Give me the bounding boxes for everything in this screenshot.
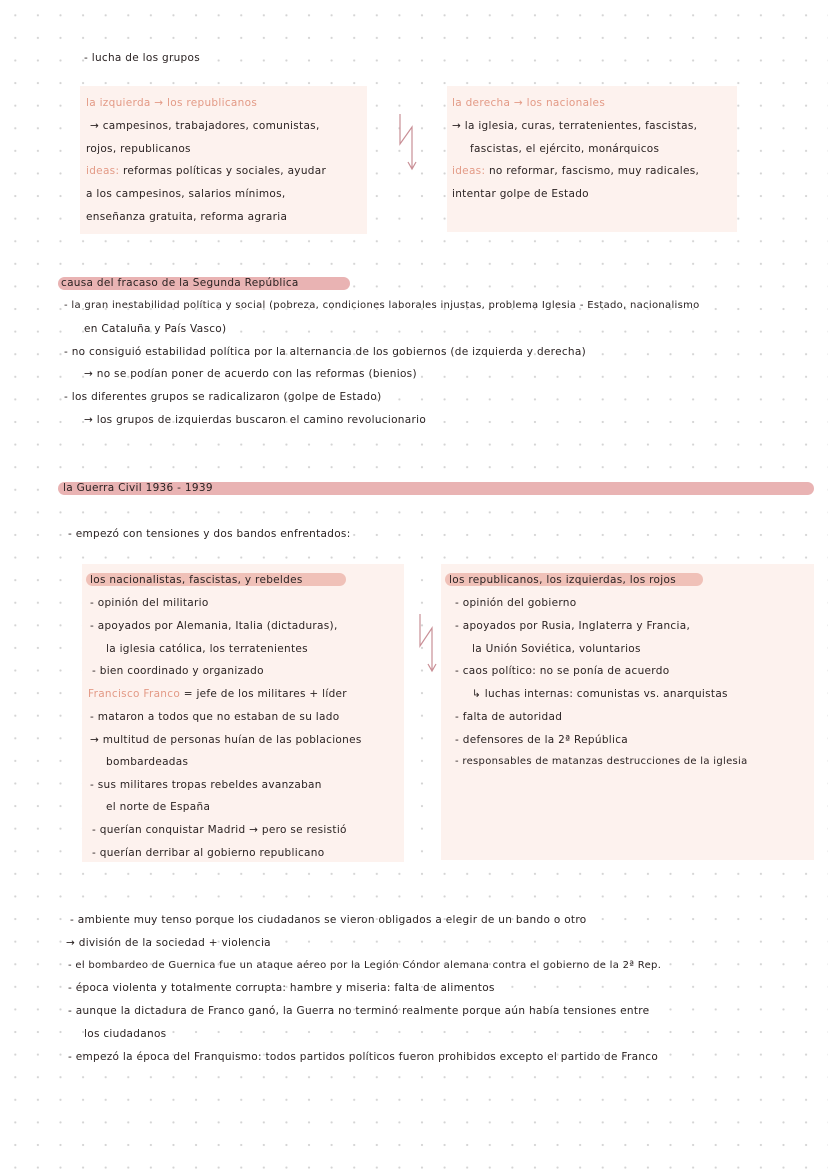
section4-line: los ciudadanos: [84, 1028, 167, 1040]
nationalists-line: - opinión del militario: [90, 597, 209, 609]
section2-line: - los diferentes grupos se radicalizaron (golpe de Estado): [64, 391, 382, 403]
franco-label: Francisco Franco: [88, 688, 181, 700]
ideas-label: ideas:: [86, 165, 120, 177]
left-group-line: → campesinos, trabajadores, comunistas,: [90, 120, 320, 132]
nationalists-line: - apoyados por Alemania, Italia (dictaduras),: [90, 620, 338, 632]
lightning-arrow-icon: [395, 112, 419, 172]
left-group-line: rojos, republicanos: [86, 143, 191, 155]
section2-line: en Cataluña y País Vasco): [84, 323, 227, 335]
nationalists-line: bombardeadas: [106, 756, 189, 768]
section1-heading: - lucha de los grupos: [84, 52, 201, 64]
nationalists-franco: [88, 687, 347, 701]
section4-line: → división de la sociedad + violencia: [66, 937, 271, 949]
left-group-line: a los campesinos, salarios mínimos,: [86, 188, 286, 200]
section2-line: → no se podían poner de acuerdo con las reformas (bienios): [84, 368, 417, 380]
republicans-line: - caos político: no se ponía de acuerdo: [455, 665, 670, 677]
section2-line: - la gran inestabilidad política y social (pobreza, condiciones laborales injustas, problema Iglesia - Estado, nacionalismo: [64, 300, 700, 311]
republicans-line: - falta de autoridad: [455, 711, 563, 723]
section4-line: - época violenta y totalmente corrupta: hambre y miseria: falta de alimentos: [68, 982, 495, 994]
nationalists-line: - querían derribar al gobierno republicano: [92, 847, 325, 859]
ideas-text: reformas políticas y sociales, ayudar: [122, 165, 327, 177]
nationalists-line: → multitud de personas huían de las poblaciones: [90, 734, 362, 746]
franco-text: = jefe de los militares + líder: [183, 688, 347, 700]
republicans-title: los republicanos, los izquierdas, los rojos: [449, 574, 676, 586]
nationalists-line: - querían conquistar Madrid → pero se resistió: [92, 824, 347, 836]
section3-intro: - empezó con tensiones y dos bandos enfrentados:: [68, 528, 351, 540]
ideas-label: ideas:: [452, 165, 486, 177]
right-group-ideas: [452, 164, 699, 178]
republicans-line: ↳ luchas internas: comunistas vs. anarquistas: [472, 688, 728, 700]
nationalists-line: - bien coordinado y organizado: [92, 665, 264, 677]
section4-line: - ambiente muy tenso porque los ciudadanos se vieron obligados a elegir de un bando o otro: [70, 914, 587, 926]
republicans-line: - responsables de matanzas destrucciones de la iglesia: [455, 756, 748, 767]
lightning-arrow-icon: [415, 612, 439, 674]
ideas-text: no reformar, fascismo, muy radicales,: [488, 165, 700, 177]
section4-line: - aunque la dictadura de Franco ganó, la Guerra no terminó realmente porque aún había tensiones entre: [68, 1005, 650, 1017]
right-group-line: → la iglesia, curas, terratenientes, fascistas,: [452, 120, 698, 132]
republicans-line: - defensores de la 2ª República: [455, 734, 629, 746]
left-group-line: enseñanza gratuita, reforma agraria: [86, 211, 288, 223]
section3-heading: la Guerra Civil 1936 - 1939: [63, 482, 213, 494]
section2-line: - no consiguió estabilidad política por la alternancia de los gobiernos (de izquierda y derecha): [64, 346, 586, 358]
right-group-title: la derecha → los nacionales: [452, 97, 606, 109]
section4-line: - empezó la época del Franquismo: todos partidos políticos fueron prohibidos excepto el partido de Franco: [68, 1051, 659, 1063]
section4-line: - el bombardeo de Guernica fue un ataque aéreo por la Legión Cóndor alemana contra el gobierno de la 2ª Rep.: [68, 960, 662, 971]
right-group-line: intentar golpe de Estado: [452, 188, 589, 200]
left-group-title: la izquierda → los republicanos: [86, 97, 258, 109]
left-group-ideas: [86, 164, 326, 178]
nationalists-line: la iglesia católica, los terratenientes: [106, 643, 308, 655]
republicans-line: la Unión Soviética, voluntarios: [472, 643, 641, 655]
republicans-line: - opinión del gobierno: [455, 597, 577, 609]
section2-line: → los grupos de izquierdas buscaron el camino revolucionario: [84, 414, 427, 426]
nationalists-line: - sus militares tropas rebeldes avanzaban: [90, 779, 322, 791]
nationalists-line: - mataron a todos que no estaban de su lado: [90, 711, 340, 723]
nationalists-line: el norte de España: [106, 801, 211, 813]
nationalists-title: los nacionalistas, fascistas, y rebeldes: [90, 574, 303, 586]
section2-heading: causa del fracaso de la Segunda República: [61, 277, 299, 289]
right-group-line: fascistas, el ejército, monárquicos: [470, 143, 660, 155]
republicans-line: - apoyados por Rusia, Inglaterra y Francia,: [455, 620, 691, 632]
